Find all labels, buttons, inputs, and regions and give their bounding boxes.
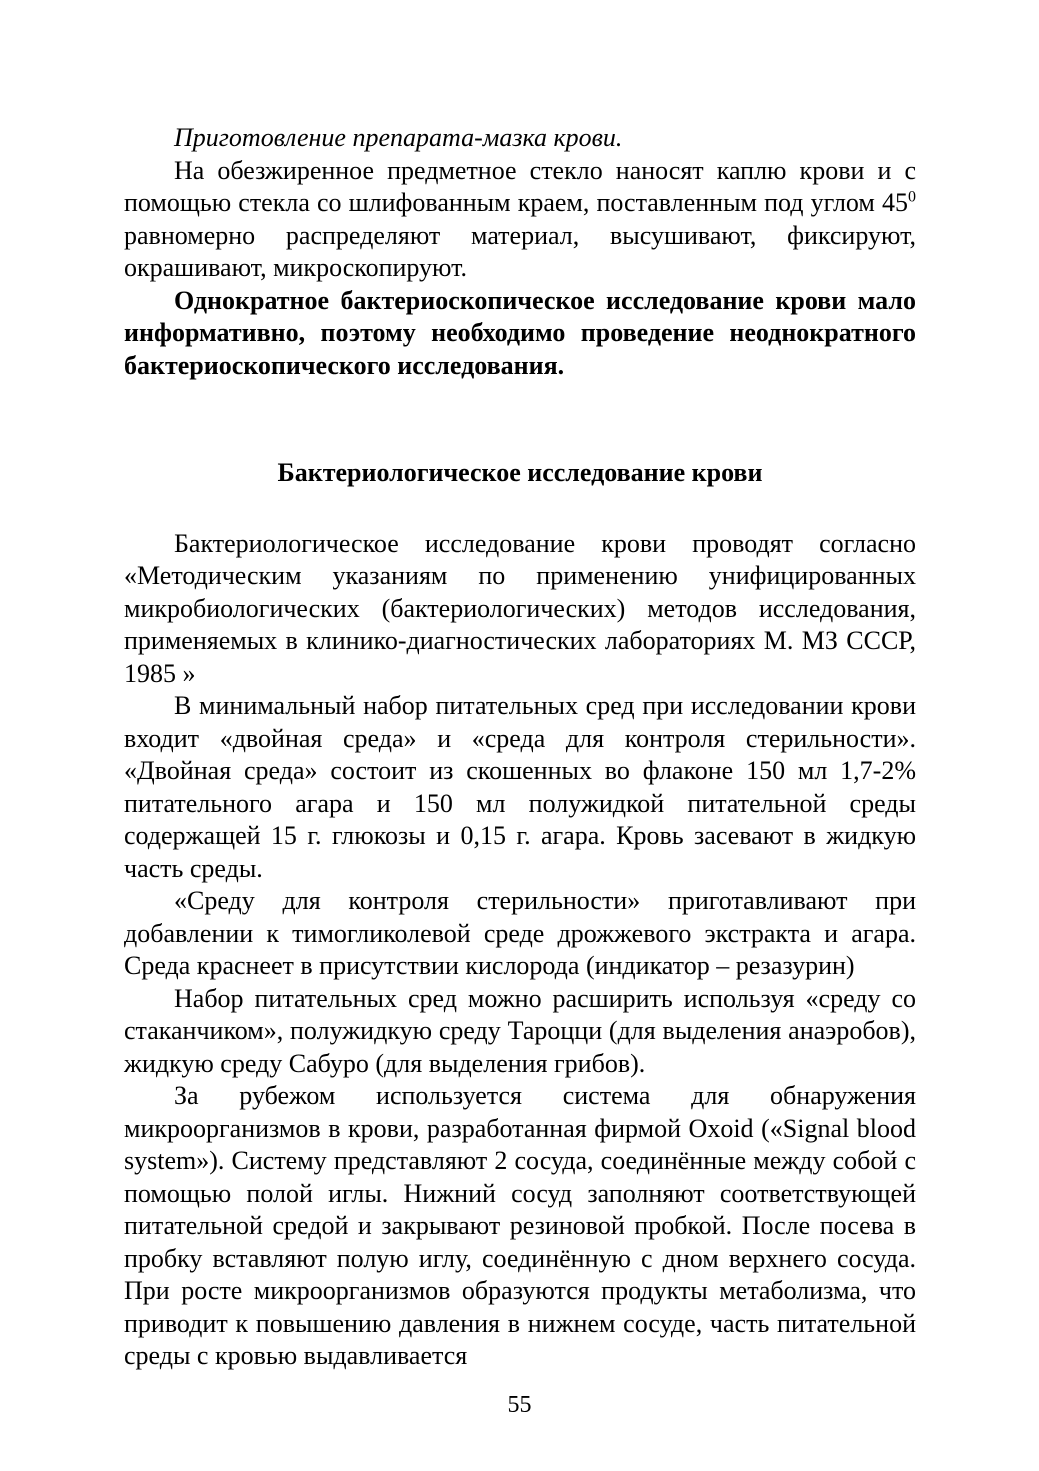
- paragraph-media-set: В минимальный набор питательных сред при исследовании крови входит «двойная среда» и «среда для контроля стерильности». «Двойная среда» состоит из скошенных во флаконе 150 мл 1,7-2% питательного агара и 150 мл полужидкой питательной среды содержащей 15 г. глюкозы и 0,15 г. агара. Кровь засевают в жидкую часть среды.: [124, 691, 916, 883]
- paragraph-extended-media: Набор питательных сред можно расширить используя «среду со стаканчиком», полужидкую среду Тароцци (для выделения анаэробов), жидкую среду Сабуро (для выделения грибов).: [124, 983, 916, 1078]
- paragraph-smear-preparation: [124, 155, 916, 285]
- paragraph-smear-text-b: равномерно распределяют материал, высушивают, фиксируют, окрашивают, микроскопируют.: [124, 220, 916, 282]
- page-number: 55: [507, 1392, 532, 1418]
- paragraph-sterility-medium: «Среду для контроля стерильности» приготавливают при добавлении к тимогликолевой среде дрожжевого экстракта и агара. Среда краснеет в присутствии кислорода (индикатор – резазурин): [124, 886, 916, 980]
- section-heading: Бактериологическое исследование крови: [277, 458, 763, 487]
- degree-superscript: 0: [908, 188, 916, 206]
- paragraph-smear-text-a: На обезжиренное предметное стекло наносят каплю крови и с помощью стекла со шлифованным краем, поставленным под углом 45: [124, 155, 916, 217]
- spacer: [124, 490, 916, 528]
- paragraph-signal-system: За рубежом используется система для обнаружения микроорганизмов в крови, разработанная фирмой Oxoid («Signal blood system»). Систему представляют 2 сосуда, соединённые между собой с помощью полой иглы. Нижний сосуд заполняют соответствующей питательной средой и закрывают резиновой пробкой. После посева в пробку вставляют полую иглу, соединённую с дном верхнего сосуда. При росте микроорганизмов образуются продукты метаболизма, что приводит к повышению давления в нижнем сосуде, часть питательной среды с кровью выдавливается: [124, 1081, 916, 1370]
- section-subtitle: Приготовление препарата-мазка крови.: [174, 123, 623, 152]
- page-body: [124, 122, 916, 1373]
- paragraph-methodology: Бактериологическое исследование крови проводят согласно «Методическим указаниям по применению унифицированных микробиологических (бактериологических) методов исследования, применяемых в клинико-диагностических лабораториях М. МЗ СССР, 1985 »: [124, 528, 916, 688]
- bold-note: Однократное бактериоскопическое исследование крови мало информативно, поэтому необходимо проведение неоднократного бактериоскопического исследования.: [124, 285, 916, 380]
